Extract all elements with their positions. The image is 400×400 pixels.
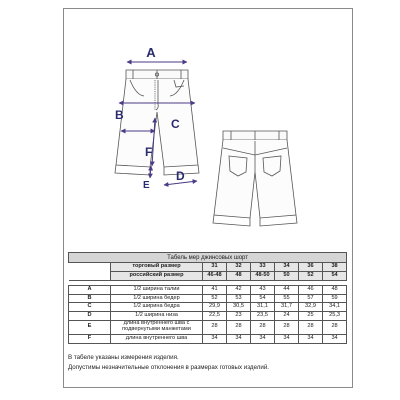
table-cell: 59: [323, 294, 347, 303]
measure-letter: A: [69, 285, 111, 294]
label-d: D: [176, 169, 185, 183]
measure-letter: E: [69, 320, 111, 334]
shorts-back-view: [213, 131, 297, 226]
table-cell: 55: [275, 294, 299, 303]
table-cell: 34: [203, 334, 227, 343]
measure-description: 1/2 ширина талии: [111, 285, 203, 294]
table-cell: 31,7: [275, 303, 299, 312]
measure-description: длина внутреннего шва: [111, 334, 203, 343]
table-row: [69, 312, 347, 321]
label-b: B: [115, 108, 124, 122]
table-cell: 52: [299, 271, 323, 280]
table-cell: 54: [251, 294, 275, 303]
note-measurements: В табеле указаны измерения изделия.: [68, 354, 179, 361]
table-cell: 24: [275, 312, 299, 321]
table-cell: 28: [323, 320, 347, 334]
trade-size-label: торговый размер: [111, 263, 203, 272]
note-tolerance: Допустимы незначительные отклонения в размерах готовых изделий.: [68, 364, 270, 371]
table-cell: 32: [227, 263, 251, 272]
table-cell: 25,3: [323, 312, 347, 321]
table-cell: 29,9: [203, 303, 227, 312]
measure-letter: D: [69, 312, 111, 321]
russian-size-row: [69, 271, 347, 280]
table-cell: 34: [251, 334, 275, 343]
table-cell: 25: [299, 312, 323, 321]
table-cell: 33: [251, 263, 275, 272]
table-cell: 22,5: [203, 312, 227, 321]
table-cell: 32,9: [299, 303, 323, 312]
table-row: [69, 334, 347, 343]
table-cell: 28: [299, 320, 323, 334]
table-cell: 54: [323, 271, 347, 280]
table-cell: 34: [299, 334, 323, 343]
measure-letter: C: [69, 303, 111, 312]
measure-description: 1/2 ширина бедра: [111, 303, 203, 312]
table-cell: 34,1: [323, 303, 347, 312]
table-cell: 48-50: [251, 271, 275, 280]
table-cell: 50: [275, 271, 299, 280]
measure-description: длина внутреннего шва с подвернутыми манжетами: [111, 320, 203, 334]
table-cell: 34: [275, 263, 299, 272]
table-cell: 30,5: [227, 303, 251, 312]
shorts-front-view: [115, 70, 199, 175]
table-cell: 28: [275, 320, 299, 334]
size-table: [68, 252, 347, 344]
label-c: C: [171, 117, 180, 131]
table-cell: 31,1: [251, 303, 275, 312]
table-cell: 44: [275, 285, 299, 294]
table-cell: 28: [203, 320, 227, 334]
table-cell: 48: [227, 271, 251, 280]
measure-description: 1/2 ширина низа: [111, 312, 203, 321]
table-title: Табель мер джинсовых шорт: [69, 253, 347, 263]
table-cell: 46: [299, 285, 323, 294]
label-e: E: [143, 180, 150, 191]
table-cell: 36: [299, 263, 323, 272]
table-cell: 23: [227, 312, 251, 321]
table-cell: 53: [227, 294, 251, 303]
table-cell: 48: [323, 285, 347, 294]
table-cell: 57: [299, 294, 323, 303]
label-a: A: [146, 45, 156, 60]
table-cell: 28: [227, 320, 251, 334]
table-cell: 42: [227, 285, 251, 294]
table-cell: 28: [251, 320, 275, 334]
table-cell: 41: [203, 285, 227, 294]
measure-description: 1/2 ширина бедер: [111, 294, 203, 303]
table-cell: 43: [251, 285, 275, 294]
trade-size-row: [69, 263, 347, 272]
table-cell: 23,5: [251, 312, 275, 321]
table-cell: 34: [323, 334, 347, 343]
table-cell: 34: [275, 334, 299, 343]
table-row: [69, 320, 347, 334]
russian-size-label: российский размер: [111, 271, 203, 280]
table-row: [69, 285, 347, 294]
table-cell: 38: [323, 263, 347, 272]
table-cell: 46-48: [203, 271, 227, 280]
table-title-row: [69, 253, 347, 263]
measure-letter: F: [69, 334, 111, 343]
table-cell: 34: [227, 334, 251, 343]
table-row: [69, 294, 347, 303]
label-f: F: [145, 145, 153, 159]
table-row: [69, 303, 347, 312]
table-cell: 52: [203, 294, 227, 303]
measure-letter: B: [69, 294, 111, 303]
table-cell: 31: [203, 263, 227, 272]
